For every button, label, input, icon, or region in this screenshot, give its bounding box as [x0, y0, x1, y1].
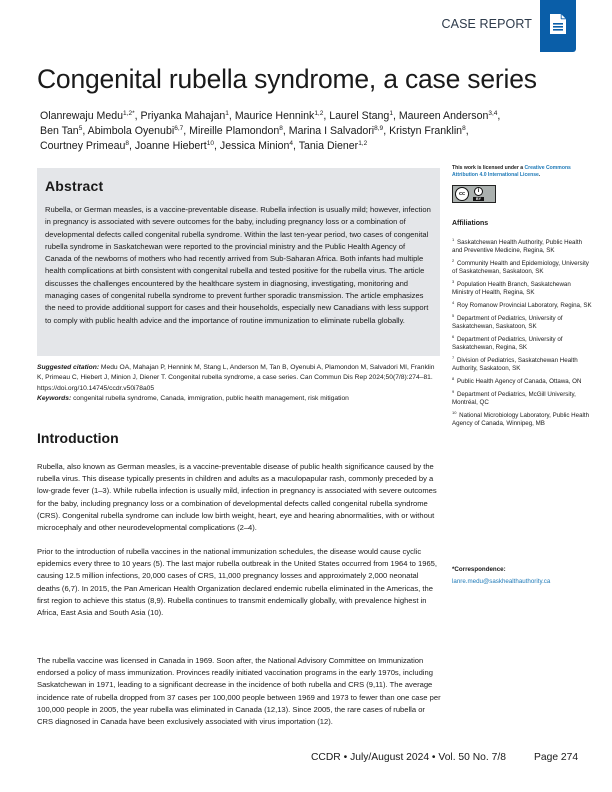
cc-by-badge[interactable] — [452, 185, 496, 203]
author-list: Olanrewaju Medu$^{1,2*}$, Priyanka Mahajan$^1$, Maurice Hennink$^{1,2}$, Laurel Stang$^1$, Maureen Anderson$^{3,4}$, Ben Tan$^5$, Abimbola Oyenubi$^{6,7}$, Mireille Plamondon$^8$, Marina I Salvadori$^{8,9}$, Kristyn Franklin$^8$, Courtney Primeau$^8$, Joanne Hiebert$^{10}$, Jessica Minion$^4$, Tania Diener$^{1,2}$ — [40, 110, 501, 152]
correspondence-label: *Correspondence: — [452, 566, 506, 573]
license-link[interactable]: Creative Commons Attribution 4.0 International License — [452, 165, 571, 178]
sidebar — [452, 165, 592, 433]
attribution-icon: i — [474, 187, 483, 196]
affiliation-text: Department of Pediatrics, University of Saskatchewan, Regina, SK — [452, 335, 563, 351]
affiliation-text: Saskatchewan Health Authority, Public Health and Preventive Medicine, Regina, SK — [452, 238, 583, 254]
author-affiliation-marker: 1 — [389, 110, 393, 117]
correspondence-email-link[interactable]: lanre.medu@saskhealthauthority.ca — [452, 578, 551, 585]
affiliation-item — [452, 354, 592, 373]
affiliation-number: 1 — [452, 236, 455, 242]
abstract-heading: Abstract — [45, 178, 104, 194]
author-affiliation-marker: 3,4 — [488, 110, 498, 117]
case-report-badge — [540, 0, 576, 52]
author-name: Joanne Hiebert — [134, 139, 207, 152]
citation-label: Suggested citation: — [37, 364, 100, 371]
author-name: Marina I Salvadori — [288, 124, 375, 137]
suggested-citation — [37, 363, 442, 404]
author-name: Abimbola Oyenubi — [87, 124, 175, 137]
author-name: Jessica Minion — [219, 139, 290, 152]
author-affiliation-marker: 4 — [289, 139, 293, 147]
affiliation-item — [452, 257, 592, 276]
affiliation-number: 5 — [452, 312, 455, 318]
citation-text: Medu OA, Mahajan P, Hennink M, Stang L, Anderson M, Tan B, Oyenubi A, Plamondon M, Salvadori MI, Franklin K, Primeau C, Hiebert J, Minion J, Diener T. Congenital rubella syndrome, a case series. Can Commun Dis Rep 2024;50(7/8):274–81. https://doi.org/10.14745/ccdr.v50i78a05 — [37, 364, 435, 392]
author-affiliation-marker: 5 — [78, 124, 83, 132]
affiliation-item — [452, 333, 592, 352]
author-name: Courtney Primeau — [40, 139, 126, 152]
author-affiliation-marker: 10 — [206, 139, 214, 147]
author-affiliation-marker: 1,2* — [123, 110, 135, 117]
affiliation-number: 9 — [452, 388, 455, 394]
license-notice: This work is licensed under a Creative Commons Attribution 4.0 International License. — [452, 165, 571, 178]
author-name: Mireille Plamondon — [189, 124, 280, 137]
affiliations-list — [452, 236, 592, 428]
intro-paragraph-3: The rubella vaccine was licensed in Canada in 1969. Soon after, the National Advisory Committee on Immunization endorsed a policy of mass immunization. Provinces readily initiated vaccination programs in the early 1970s, including Saskatchewan in 1971, leading to a significant decrease in the incidence of both rubella and CRS (9,11). The average incidence rate of rubella dropped from 37 cases per 100,000 people between 1969 and 1973 to fewer than one case per 100,000 people in 2005, the year rubella was eliminated in Canada (12,13). Since 2005, the rare cases of rubella or CRS diagnosed in Canada have been exclusively associated with virus importation (12). — [37, 656, 441, 727]
affiliations-heading: Affiliations — [452, 219, 489, 227]
affiliation-text: Public Health Agency of Canada, Ottawa, ON — [455, 377, 582, 385]
author-affiliation-marker: 1,2 — [314, 110, 324, 117]
document-icon — [549, 13, 567, 40]
author-name: Priyanka Mahajan — [140, 110, 226, 122]
journal-issue: CCDR • July/August 2024 • Vol. 50 No. 7/8 — [311, 752, 506, 763]
cc-icon: cc — [455, 187, 469, 201]
page-number: Page 274 — [534, 752, 579, 763]
introduction-heading: Introduction — [37, 430, 119, 446]
affiliation-number: 6 — [452, 333, 455, 339]
keywords-label: Keywords: — [37, 394, 72, 402]
keywords-text: congenital rubella syndrome, Canada, immigration, public health management, risk mitigation — [73, 394, 349, 402]
affiliation-text: Roy Romanow Provincial Laboratory, Regina, SK — [455, 301, 592, 309]
abstract-box — [37, 168, 440, 356]
affiliation-item — [452, 278, 592, 297]
correspondence — [452, 566, 602, 585]
affiliation-number: 3 — [452, 278, 455, 284]
intro-paragraph-2: Prior to the introduction of rubella vaccines in the national immunization schedules, the disease would cause cyclic epidemics every three to 10 years (5). The last major rubella outbreak in the United States occurred from 1964 to 1965, causing 12.5 million infections, 20,000 cases of CRS, 11,000 pregnancy losses and approximately 2,000 neonatal deaths (6,7). In 2015, the Pan American Health Organization declared endemic rubella eliminated in the Americas, the first region to achieve this status (8,9). Rubella continues to transmit endemically globally, with prevalence highest in Africa, East Asia and South Asia (10). — [37, 547, 438, 618]
affiliation-text: Department of Pediatrics, McGill University, Montréal, QC — [452, 390, 576, 406]
author-affiliation-marker: 8 — [125, 139, 130, 147]
affiliation-number: 8 — [452, 375, 455, 381]
affiliation-text: Population Health Branch, Saskatchewan Ministry of Health, Regina, SK — [452, 280, 571, 296]
affiliation-text: Community Health and Epidemiology, University of Saskatchewan, Saskatoon, SK — [452, 259, 589, 275]
by-label: BY — [473, 197, 484, 201]
author-affiliation-marker: 8 — [279, 124, 283, 132]
affiliation-number: 2 — [452, 257, 455, 263]
section-label: CASE REPORT — [441, 17, 532, 31]
author-name: Laurel Stang — [329, 110, 390, 122]
abstract-text: Rubella, or German measles, is a vaccine-preventable disease. Rubella infection is usually mild; however, infection in pregnancy is associated with severe outcomes for the baby, including pregnancy loss or a combination of developmental defects called congenital rubella syndrome. Within the last ten-year period, two cases of congenital rubella syndrome in Saskatchewan were reported to the provincial ministry and the Public Health Agency of Canada of the newborns of mothers who had recently arrived from Sub-Saharan Africa. Both infants had multiple health complications at birth consistent with congenital rubella and tested positive for the rubella virus. The article discusses the challenges encountered by the healthcare system in diagnosing, investigating, monitoring and managing cases of congenital rubella syndrome to prevent further sporadic transmission. The article emphasizes the need to provide additional support for cases and their households, especially new Canadians with less support to comply with public health advice and the importance of routine immunization to eliminate rubella globally. — [45, 205, 431, 325]
affiliation-text: Department of Pediatrics, University of Saskatchewan, Saskatoon, SK — [452, 314, 563, 330]
affiliation-number: 4 — [452, 299, 455, 305]
affiliation-text: National Microbiology Laboratory, Public Health Agency of Canada, Winnipeg, MB — [452, 411, 590, 427]
author-affiliation-marker: 1 — [225, 110, 229, 117]
article-title: Congenital rubella syndrome, a case series — [37, 64, 537, 94]
affiliation-item — [452, 299, 592, 310]
author-affiliation-marker: 8 — [462, 124, 466, 132]
author-name: Tania Diener — [298, 139, 359, 152]
author-name: Maurice Hennink — [234, 110, 315, 122]
affiliation-number: 10 — [452, 409, 457, 415]
affiliation-item — [452, 236, 592, 255]
intro-paragraph-1: Rubella, also known as German measles, is a vaccine-preventable disease of public health significance caused by the rubella virus. This disease typically presents in children and adults as a maculopapular rash, commonly preceded by a low-grade fever (1–3). While rubella infection is usually mild, infection in pregnancy is associated with severe outcomes for the baby, including pregnancy loss or a combination of developmental defects called congenital rubella syndrome (CRS). Congenital rubella syndrome can include low birth weight, heart, eye and hearing abnormalities, with or without microcephaly and other neurodevelopmental complications (2–4). — [37, 462, 437, 533]
author-affiliation-marker: 1,2 — [358, 139, 368, 147]
affiliation-item — [452, 375, 592, 386]
affiliation-item — [452, 409, 592, 428]
affiliation-number: 7 — [452, 354, 455, 360]
affiliation-item — [452, 312, 592, 331]
author-affiliation-marker: 8,9 — [374, 124, 384, 132]
author-name: Maureen Anderson — [398, 110, 489, 122]
author-name: Ben Tan — [40, 124, 79, 137]
author-affiliation-marker: 6,7 — [174, 124, 184, 132]
author-name: Kristyn Franklin — [389, 124, 463, 137]
affiliation-item — [452, 388, 592, 407]
affiliation-text: Division of Pediatrics, Saskatchewan Health Authority, Saskatoon, SK — [452, 356, 578, 372]
author-name: Olanrewaju Medu — [40, 110, 124, 122]
